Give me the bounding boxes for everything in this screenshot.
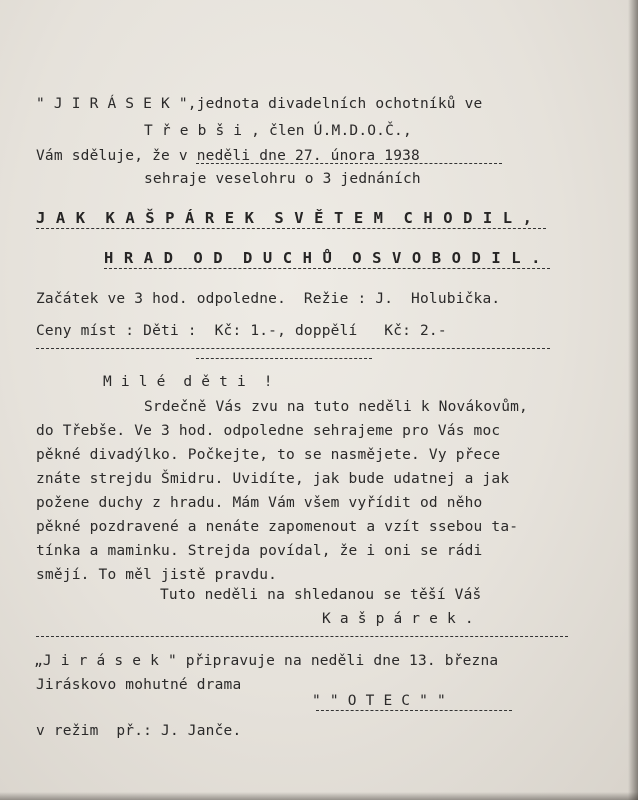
letter-line-5: požene duchy z hradu. Mám Vám všem vyřídit od něho xyxy=(36,495,483,511)
letter-line-6: pěkné pozdravené a nenáte zapomenout a vzít ssebou ta- xyxy=(36,519,519,535)
letter-line-4: znáte strejdu Šmidru. Uvidíte, jak bude udatnej a jak xyxy=(36,471,510,487)
header-line-4: sehraje veselohru o 3 jednáních xyxy=(144,171,421,187)
letter-line-8: smějí. To měl jistě pravdu. xyxy=(36,567,278,583)
prices-line: Ceny míst : Děti : Kč: 1.-, doppělí Kč: 2.- xyxy=(36,323,447,339)
header-line-1: " J I R Á S E K ",jednota divadelních ochotníků ve xyxy=(36,96,483,112)
next-play-line: „J i r á s e k " připravuje na neděli dne 13. března xyxy=(34,653,499,669)
otec-underline xyxy=(316,710,512,711)
header-line-3: Vám sděluje, že v neděli dne 27. února 1938 xyxy=(36,148,420,164)
separator-3 xyxy=(36,636,568,637)
drama-title-otec: " " O T E C " " xyxy=(312,693,446,709)
direction-line: v režim př.: J. Janče. xyxy=(36,723,242,739)
letter-line-1: Srdečně Vás zvu na tuto neděli k Novákovům, xyxy=(144,399,528,415)
play-title-line-1: J A K K A Š P Á R E K S V Ě T E M C H O D I L , xyxy=(36,209,533,227)
page-bottom-shadow xyxy=(0,792,638,800)
separator-2 xyxy=(196,358,372,359)
title-underline-1 xyxy=(36,228,546,229)
start-time-line: Začátek ve 3 hod. odpoledne. Režie : J. Holubička. xyxy=(36,291,501,307)
page-edge-shadow xyxy=(628,0,638,800)
greeting: M i l é d ě t i ! xyxy=(103,374,273,390)
title-underline-2 xyxy=(104,268,550,269)
letter-line-7: tínka a maminku. Strejda povídal, že i oni se rádi xyxy=(36,543,483,559)
letter-line-2: do Třebše. Ve 3 hod. odpoledne sehrajeme pro Vás moc xyxy=(36,423,501,439)
letter-closing: Tuto neděli na shledanou se těší Váš xyxy=(160,587,482,603)
date-underline xyxy=(196,163,502,164)
drama-line: Jiráskovo mohutné drama xyxy=(36,677,242,693)
separator-1 xyxy=(36,348,550,349)
play-title-line-2: H R A D O D D U C H Ů O S V O B O D I L . xyxy=(104,249,541,267)
header-line-2: T ř e b š i , člen Ú.M.D.O.Č., xyxy=(144,123,412,139)
letter-line-3: pěkné divadýlko. Počkejte, to se nasmějete. Vy přece xyxy=(36,447,501,463)
signature-kasparek: K a š p á r e k . xyxy=(322,611,474,627)
